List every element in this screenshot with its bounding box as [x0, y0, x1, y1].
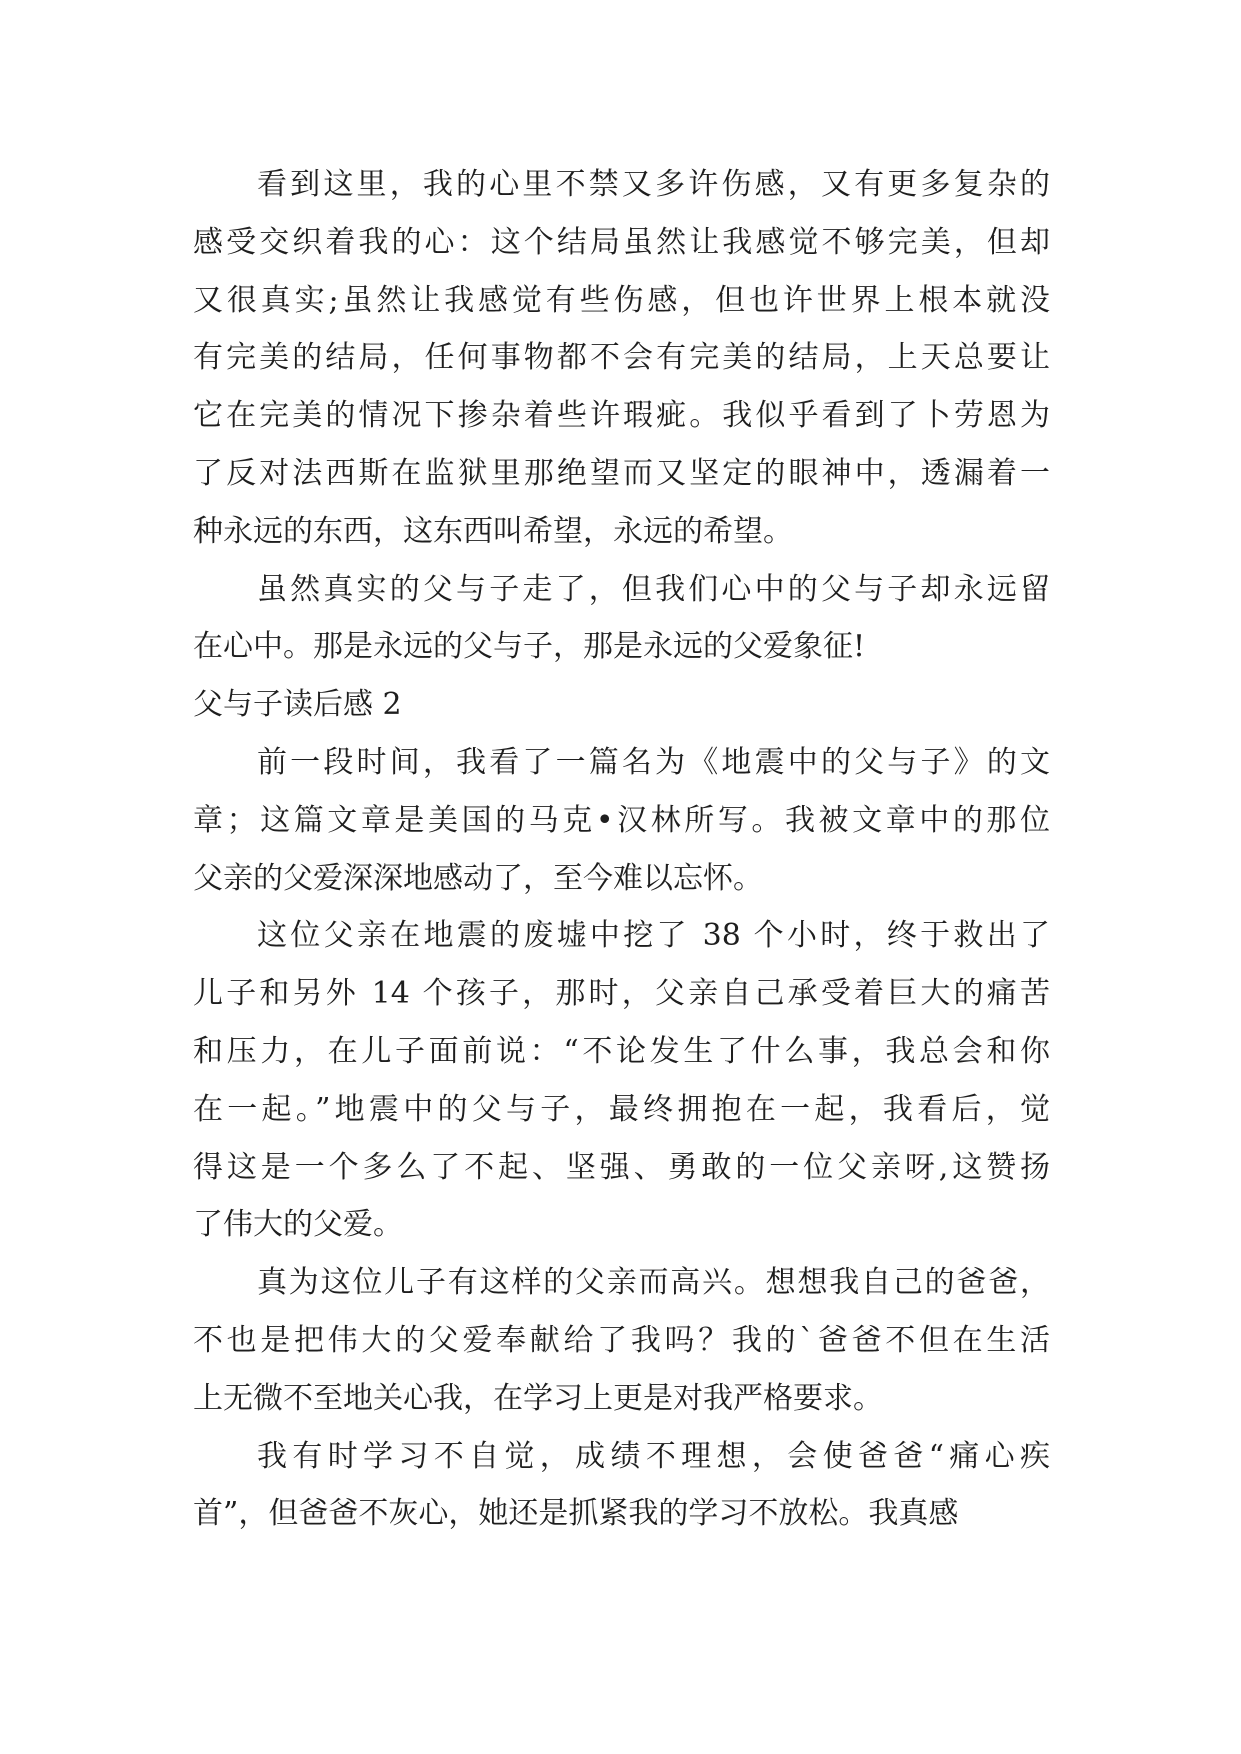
text-line: 在一起。”地震中的父与子，最终拥抱在一起，我看后，觉: [193, 1091, 1050, 1127]
text-line: 真为这位儿子有这样的父亲而高兴。想想我自己的爸爸，: [257, 1265, 1050, 1301]
text-line: 儿子和另外 14 个孩子，那时，父亲自己承受着巨大的痛苦: [193, 976, 1050, 1012]
paragraph: [193, 561, 1050, 677]
text-line: 了伟大的父爱。: [193, 1207, 403, 1243]
text-line: 这位父亲在地震的废墟中挖了 38 个小时，终于救出了: [257, 918, 1050, 954]
text-line: 章；这篇文章是美国的马克•汉林所写。我被文章中的那位: [193, 802, 1050, 838]
text-line: 前一段时间，我看了一篇名为《地震中的父与子》的文: [257, 744, 1050, 780]
text-line: 我有时学习不自觉，成绩不理想，会使爸爸“痛心疾: [257, 1438, 1050, 1474]
paragraph: [193, 734, 1050, 907]
text-line: 它在完美的情况下掺杂着些许瑕疵。我似乎看到了卜劳恩为: [193, 398, 1050, 434]
text-line: 和压力，在儿子面前说：“不论发生了什么事，我总会和你: [193, 1033, 1050, 1069]
text-line: 父亲的父爱深深地感动了，至今难以忘怀。: [193, 860, 763, 896]
text-line: 在心中。那是永远的父与子，那是永远的父爱象征!: [193, 629, 866, 665]
text-line: 看到这里，我的心里不禁又多许伤感，又有更多复杂的: [257, 167, 1050, 202]
text-line: 又很真实;虽然让我感觉有些伤感，但也许世界上根本就没: [193, 282, 1050, 318]
text-line: 虽然真实的父与子走了，但我们心中的父与子却永远留: [257, 571, 1050, 607]
section-heading: 父与子读后感 2: [193, 687, 402, 723]
paragraph: [193, 1428, 1050, 1544]
text-line: 得这是一个多么了不起、坚强、勇敢的一位父亲呀,这赞扬: [193, 1149, 1050, 1185]
section-heading-block: [193, 676, 1050, 734]
text-line: 种永远的东西，这东西叫希望，永远的希望。: [193, 513, 793, 549]
document-body: [193, 156, 1050, 1543]
paragraph: [193, 1254, 1050, 1427]
text-line: 不也是把伟大的父爱奉献给了我吗？我的`爸爸不但在生活: [193, 1322, 1050, 1358]
text-line: 了反对法西斯在监狱里那绝望而又坚定的眼神中，透漏着一: [193, 455, 1050, 491]
text-line: 感受交织着我的心：这个结局虽然让我感觉不够完美，但却: [193, 224, 1050, 260]
text-line: 首”，但爸爸不灰心，她还是抓紧我的学习不放松。我真感: [193, 1496, 959, 1532]
paragraph: [193, 907, 1050, 1254]
paragraph: [193, 156, 1050, 561]
text-line: 上无微不至地关心我，在学习上更是对我严格要求。: [193, 1380, 883, 1416]
text-line: 有完美的结局，任何事物都不会有完美的结局，上天总要让: [193, 340, 1050, 376]
